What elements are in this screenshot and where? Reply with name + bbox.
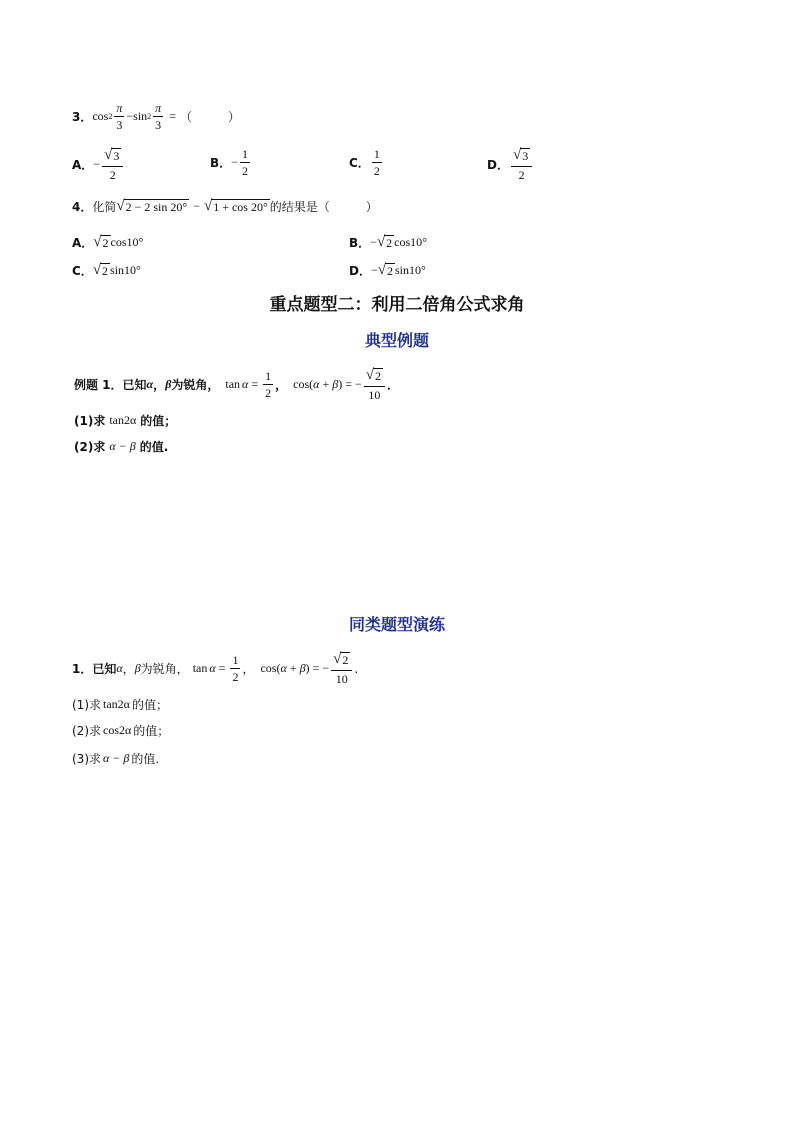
q4-option-c[interactable] xyxy=(72,262,141,279)
fraction-root2-over-10: √ 2 10 xyxy=(364,368,385,401)
practice-1-part-3 xyxy=(72,750,159,767)
close-paren: ) xyxy=(305,661,310,675)
equals-sign: = xyxy=(345,377,352,391)
part-expression: α − β xyxy=(109,439,136,453)
minus-sign: − xyxy=(193,199,200,213)
period: . xyxy=(354,661,359,676)
comma: ， xyxy=(153,378,166,392)
part-suffix: 的值. xyxy=(131,752,160,766)
fraction: $\frac{1}{2}$ xyxy=(373,147,380,178)
beta-symbol: β xyxy=(134,661,141,675)
equals-sign: = xyxy=(169,109,176,123)
option-label: C． xyxy=(349,156,370,170)
option-label: A． xyxy=(72,158,94,172)
practice-1-part-1 xyxy=(72,696,168,713)
question-3-stem xyxy=(72,102,240,131)
minus-sign: − xyxy=(370,235,377,249)
cos-function: cos( xyxy=(293,377,314,391)
equals-sign: = xyxy=(251,377,259,391)
question-number: 3． xyxy=(72,110,93,124)
sqrt-symbol: √ 2 xyxy=(93,233,109,250)
alpha-symbol: α xyxy=(209,661,216,675)
sin-function: sin xyxy=(133,109,148,123)
practice-1-stem xyxy=(72,652,358,685)
part-suffix: 的值. xyxy=(139,440,169,454)
sqrt-symbol: √ 2 xyxy=(333,651,349,667)
sqrt-symbol: √ 3 xyxy=(512,147,529,163)
part-expression: tan2α xyxy=(103,697,130,711)
close-paren: ) xyxy=(338,377,343,391)
fraction: √ 3 2 xyxy=(102,148,123,181)
option-label: B． xyxy=(349,236,371,250)
q3-option-b[interactable] xyxy=(210,148,252,177)
fraction-pi-over-3: $\frac{\pi}{3}$ xyxy=(116,101,123,132)
option-label: C． xyxy=(72,264,93,278)
section-title: 重点题型二：利用二倍角公式求角 xyxy=(269,295,525,315)
minus-sign: − xyxy=(355,377,362,391)
alpha-symbol: α xyxy=(242,377,249,391)
alpha-symbol: α xyxy=(146,377,154,391)
minus-sign: − xyxy=(322,661,330,675)
stem-suffix: 的结果是（ ） xyxy=(269,200,378,214)
practice-1-part-2 xyxy=(72,722,169,739)
part-suffix: 的值； xyxy=(140,414,177,428)
part-expression: tan2α xyxy=(109,413,137,427)
example-1-part-1 xyxy=(74,412,176,429)
minus-sign: − xyxy=(93,157,101,171)
alpha-symbol: α xyxy=(116,661,123,675)
q3-option-c[interactable] xyxy=(349,148,384,177)
comma: ， xyxy=(122,662,135,676)
answer-paren: （ ） xyxy=(179,110,240,124)
fraction-one-half: $\frac{1}{2}$ xyxy=(265,369,272,400)
part-suffix: 的值； xyxy=(131,698,168,712)
stem-prefix: 化简 xyxy=(92,200,117,214)
sqrt-symbol: √ 2 xyxy=(377,261,393,278)
comma: ， xyxy=(242,662,255,676)
minus-sign: − xyxy=(370,263,378,277)
example-1-part-2 xyxy=(74,438,168,455)
part-prefix: (2)求 xyxy=(74,440,106,454)
question-number: 4． xyxy=(72,200,93,214)
sqrt-symbol: √ 2 xyxy=(92,261,109,278)
part-prefix: (1)求 xyxy=(74,414,106,428)
minus-sign: − xyxy=(231,155,238,169)
option-value: cos10° xyxy=(110,235,144,249)
beta-symbol: β xyxy=(299,661,306,675)
exponent: 2 xyxy=(108,112,113,121)
beta-symbol: β xyxy=(332,377,339,391)
tan-function: tan xyxy=(192,661,208,675)
part-prefix: (3)求 xyxy=(72,752,101,766)
option-value: sin10° xyxy=(110,263,141,277)
plus-sign: + xyxy=(322,377,330,391)
fraction-root2-over-10: √ 2 10 xyxy=(331,652,352,685)
typical-examples-title: 典型例题 xyxy=(364,331,429,350)
q4-option-b[interactable] xyxy=(349,234,427,251)
fraction-one-half: $\frac{1}{2}$ xyxy=(232,653,239,684)
fraction: $\frac{1}{2}$ xyxy=(241,147,248,178)
fraction: √ 3 2 xyxy=(511,148,532,181)
condition-text: 为锐角， xyxy=(140,662,189,676)
q3-option-a[interactable] xyxy=(72,148,125,181)
sqrt-symbol: √ 2 xyxy=(376,233,393,250)
example-label: 例题 1．已知 xyxy=(74,378,147,392)
period: ． xyxy=(387,378,400,392)
part-suffix: 的值； xyxy=(133,724,170,738)
option-value: sin10° xyxy=(394,263,426,277)
equals-sign: = xyxy=(218,661,226,675)
alpha-symbol: α xyxy=(280,661,287,675)
option-label: A． xyxy=(72,236,94,250)
sqrt-expression-1: √ 2 − 2 sin 20° xyxy=(116,197,188,214)
option-label: B． xyxy=(210,156,232,170)
q4-option-a[interactable] xyxy=(72,234,143,251)
condition-text: 为锐角， xyxy=(171,378,220,392)
practice-title: 同类题型演练 xyxy=(348,615,445,634)
option-label: D． xyxy=(487,158,509,172)
q3-option-d[interactable] xyxy=(487,148,534,181)
part-expression: cos2α xyxy=(103,723,132,737)
minus-sign: − xyxy=(126,109,134,123)
example-1-stem xyxy=(74,368,399,401)
cos-function: cos xyxy=(92,109,109,123)
exponent: 2 xyxy=(147,112,152,121)
part-expression: α − β xyxy=(103,751,130,765)
cos-function: cos( xyxy=(260,661,281,675)
q4-option-d[interactable] xyxy=(349,262,426,279)
alpha-symbol: α xyxy=(313,377,320,391)
tan-function: tan xyxy=(225,377,241,391)
sqrt-expression-2: √ 1 + cos 20° xyxy=(203,197,268,214)
plus-sign: + xyxy=(289,661,297,675)
beta-symbol: β xyxy=(165,377,172,391)
sqrt-symbol: √ 2 xyxy=(365,367,382,383)
fraction-pi-over-3: $\frac{\pi}{3}$ xyxy=(155,101,162,132)
option-label: D． xyxy=(349,264,371,278)
option-value: cos10° xyxy=(394,235,427,249)
comma: ， xyxy=(275,378,288,392)
question-4-stem xyxy=(72,198,378,215)
part-prefix: (1)求 xyxy=(72,698,101,712)
sqrt-symbol: √ 3 xyxy=(104,147,120,163)
practice-label: 1．已知 xyxy=(72,662,117,676)
part-prefix: (2)求 xyxy=(72,724,101,738)
equals-sign: = xyxy=(312,661,320,675)
